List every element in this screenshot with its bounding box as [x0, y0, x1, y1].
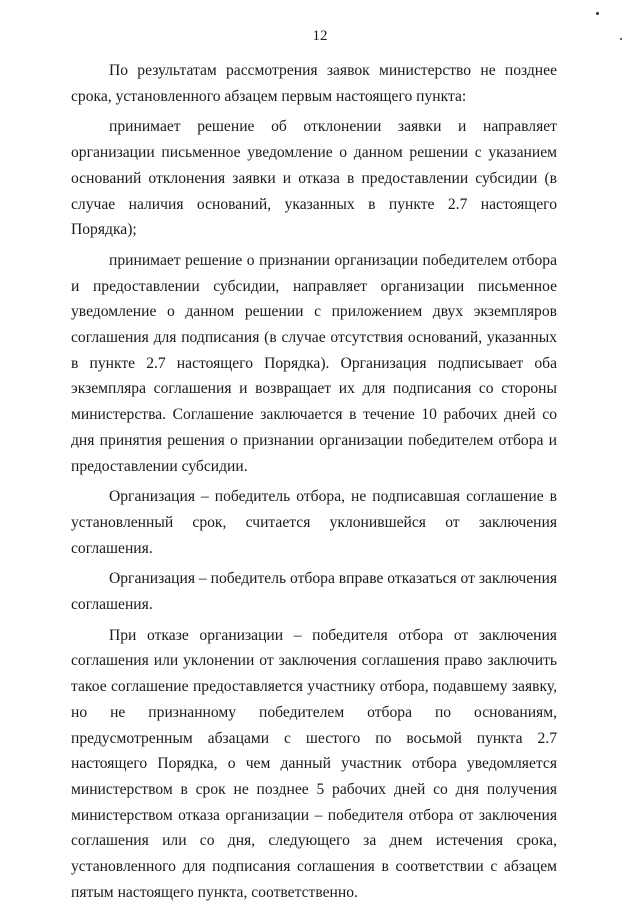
paragraph: принимает решение об отклонении заявки и направляет организации письменное уведомление о данном решении с указанием оснований отклонения заявки и отказа в предоставлении субсидии (в случае наличия оснований, указанных в пункте 2.7 настоящего Порядка);: [71, 118, 557, 239]
paragraph: При отказе организации – победителя отбора от заключения соглашения или уклонении от заключения соглашения право заключить такое соглашение предоставляется участнику отбора, подавшему заявку, но не признанному победителем отбора по основаниям, предусмотренным абзацами с шестого по восьмой пункта 2.7 настоящего Порядка, о чем данный участник отбора уведомляется министерством в срок не позднее 5 рабочих дней со дня получения министерством отказа организации – победителя отбора от заключения соглашения или со дня, следующего за днем истечения срока, установленного для подписания соглашения в соответствии с абзацем пятым настоящего пункта, соответственно.: [71, 626, 557, 901]
paragraph: принимает решение о признании организации победителем отбора и предоставлении субсидии, направляет организации письменное уведомление о данном решении с приложением двух экземпляров соглашения для подписания (в случае отсутствия оснований, указанных в пункте 2.7 настоящего Порядка). Организация подписывает оба экземпляра соглашения и возвращает их для подписания со стороны министерства. Соглашение заключается в течение 10 рабочих дней со дня принятия решения о признании организации победителем отбора и предоставлении субсидии.: [71, 251, 557, 475]
scan-speck: [620, 38, 622, 40]
scan-speck: [596, 12, 599, 15]
paragraph: Организация – победитель отбора вправе отказаться от заключения соглашения.: [71, 570, 557, 614]
paragraph: По результатам рассмотрения заявок министерство не позднее срока, установленного абзацем первым настоящего пункта:: [71, 62, 557, 105]
document-body: [71, 58, 557, 906]
page-number: 12: [312, 28, 328, 44]
paragraph: Организация – победитель отбора, не подписавшая соглашение в установленный срок, считается уклонившейся от заключения соглашения.: [71, 488, 557, 557]
